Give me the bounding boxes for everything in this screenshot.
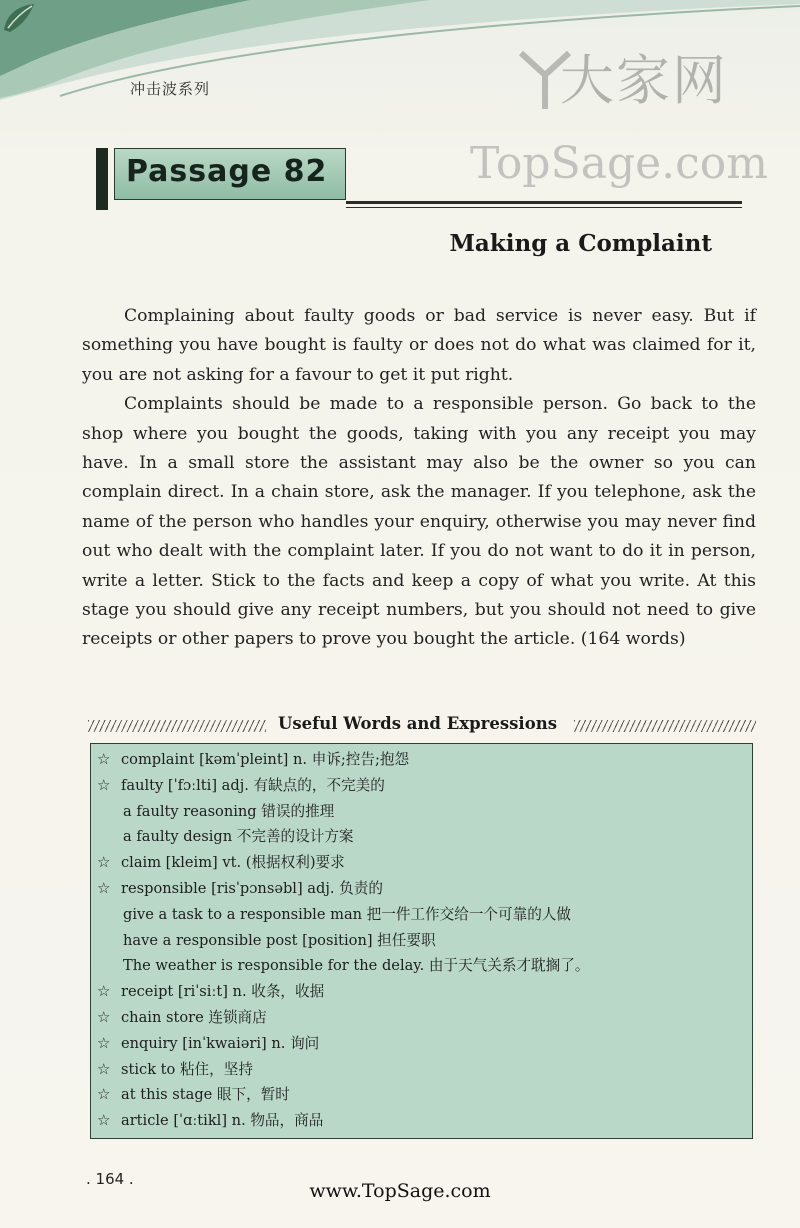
star-icon: ☆ [97,1033,111,1052]
vocab-text: receipt [riˈsiːt] n. 收条，收据 [121,983,325,1001]
leaf-logo-icon [0,0,40,36]
vocab-text: responsible [risˈpɔnsəbl] adj. 负责的 [121,879,383,897]
star-icon: ☆ [97,853,111,872]
star-icon: ☆ [97,1111,111,1130]
footer-url: www.TopSage.com [309,1180,491,1202]
page-number: . 164 . [86,1170,134,1188]
series-label: 冲击波系列 [130,80,211,98]
paragraph: Complaints should be made to a responsible person. Go back to the shop where you bought the goods, taking with you any receipt you may have. In a small store the assistant may also be the owner so you can complain direct. In a chain store, ask the manager. If you telephone, ask the name of the person who handles your enquiry, otherwise you may never find out who dealt with the complaint later. If you do not want to do it in person, write a letter. Stick to the facts and keep a copy of what you write. At this stage you should give any receipt numbers, but you should not need to give receipts or other papers to prove you bought the article. (164 words) [82,394,756,650]
vocab-item [97,979,746,1005]
star-icon: ☆ [97,1085,111,1104]
vocab-text: stick to 粘住，坚持 [121,1060,253,1078]
title-rule-thin [346,207,742,208]
vocab-text: claim [kleim] vt. (根据权利)要求 [121,854,345,872]
vocab-item [97,902,746,928]
vocab-item [97,953,746,979]
vocab-heading: Useful Words and Expressions [278,714,557,733]
vocab-text: give a task to a responsible man 把一件工作交给一个可靠的人做 [123,905,571,923]
vocab-text: faulty [ˈfɔːlti] adj. 有缺点的，不完美的 [121,776,385,794]
vocab-item [97,928,746,954]
vocab-section-header [82,714,756,738]
vocab-text: complaint [kəmˈpleint] n. 申诉;控告;抱怨 [121,751,410,768]
vocab-item [97,1108,746,1134]
vocab-text: enquiry [inˈkwaiəri] n. 询问 [121,1034,320,1052]
vocab-text: a faulty reasoning 错误的推理 [123,802,335,820]
passage-number: Passage 82 [126,154,328,189]
vocab-item [97,1057,746,1083]
vocab-text: a faulty design 不完善的设计方案 [123,828,354,846]
vocab-item [97,1082,746,1108]
star-icon: ☆ [97,982,111,1001]
vocab-item [97,824,746,850]
vocab-text: The weather is responsible for the delay. 由于天气关系才耽搁了。 [123,957,590,975]
star-icon: ☆ [97,878,111,897]
vocab-box [90,743,753,1139]
star-icon: ☆ [97,1059,111,1078]
vocab-text: chain store 连锁商店 [121,1008,267,1026]
vocab-item [97,876,746,902]
vocab-text: at this stage 眼下，暂时 [121,1086,290,1104]
star-icon: ☆ [97,750,111,768]
vocab-item [97,1031,746,1057]
article-title: Making a Complaint [449,230,712,257]
watermark-cn: 大家网 [560,49,728,112]
vocab-item [97,747,746,773]
hatch-decoration [574,720,756,732]
vocab-item [97,773,746,799]
passage-body [82,302,756,655]
vocab-item [97,1005,746,1031]
vocab-text: article [ˈɑːtikl] n. 物品，商品 [121,1112,324,1130]
vocab-item [97,850,746,876]
vocab-list [97,747,746,1134]
star-icon: ☆ [97,1007,111,1026]
vocab-item [97,799,746,825]
vocab-text: have a responsible post [position] 担任要职 [123,931,436,949]
title-rule [346,201,742,204]
hatch-decoration [88,720,266,732]
paragraph: Complaining about faulty goods or bad service is never easy. But if something you have bought is faulty or does not do what was claimed for it, you are not asking for a favour to get it put right. [82,306,756,385]
watermark-en: TopSage.com [470,138,769,189]
passage-accent-bar [96,148,108,210]
star-icon: ☆ [97,775,111,794]
